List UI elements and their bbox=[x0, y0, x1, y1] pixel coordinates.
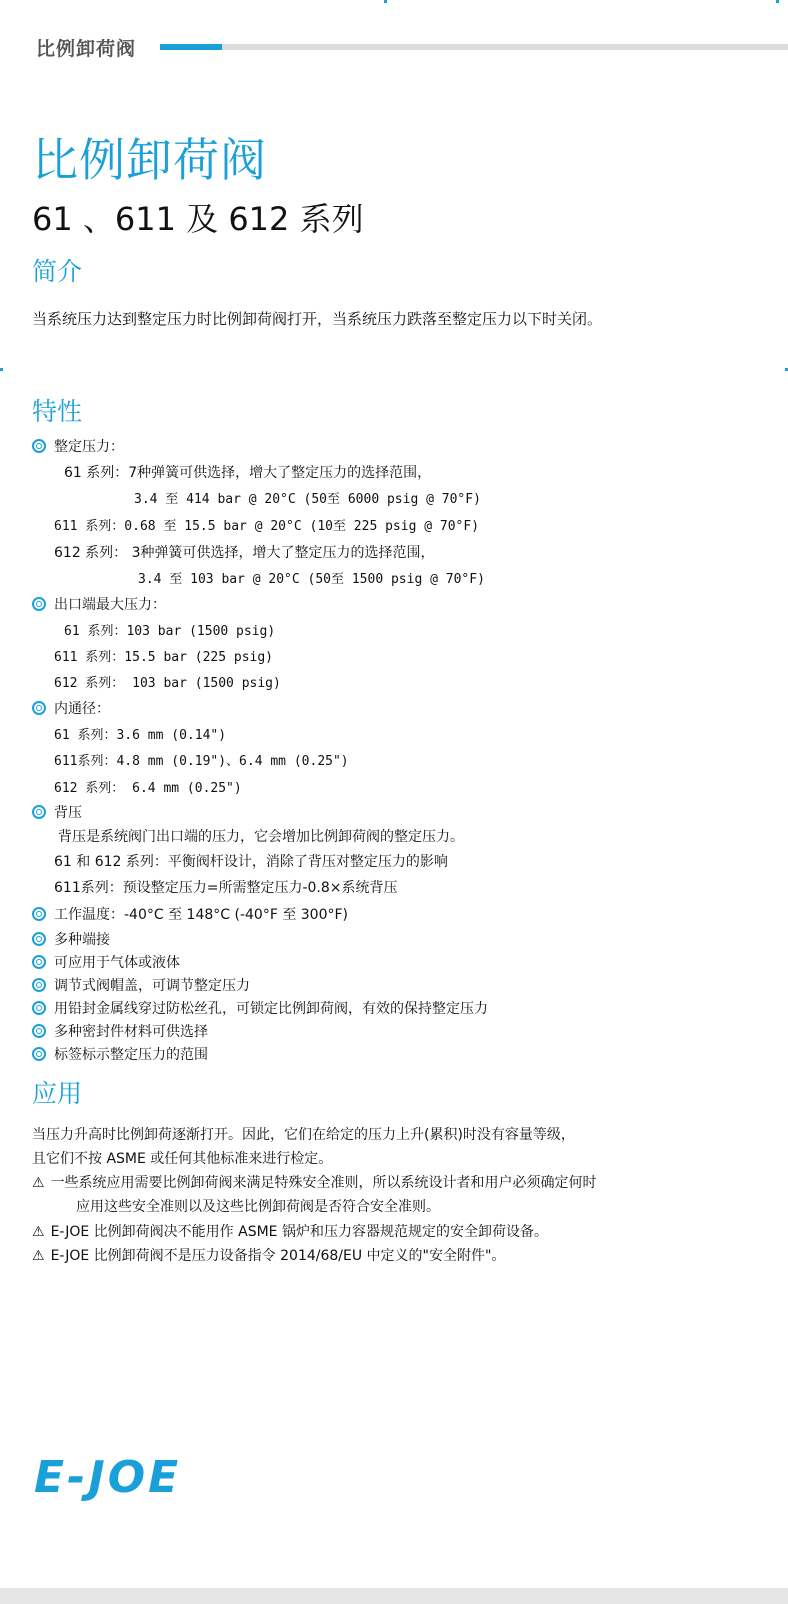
feature-item-text: 可应用于气体或液体 bbox=[54, 955, 180, 971]
section-heading-application: 应用 bbox=[32, 1079, 83, 1108]
edge-marker bbox=[776, 0, 779, 3]
header-divider bbox=[222, 44, 788, 50]
feature-back-pressure bbox=[32, 802, 82, 822]
page-subtitle: 61 、611 及 612 系列 bbox=[32, 200, 364, 238]
intro-text: 当系统压力达到整定压力时比例卸荷阀打开，当系统压力跌落至整定压力以下时关闭。 bbox=[32, 310, 603, 328]
feature-item-text: 用铅封金属线穿过防松丝孔，可锁定比例卸荷阀，有效的保持整定压力 bbox=[54, 1001, 488, 1017]
edge-marker bbox=[0, 368, 3, 371]
feature-item-text: 调节式阀帽盖，可调节整定压力 bbox=[54, 978, 250, 994]
bullet-circle-icon bbox=[32, 932, 46, 946]
section-heading-intro: 简介 bbox=[32, 257, 83, 286]
brand-logo: E-JOE bbox=[34, 1452, 182, 1503]
footer-bar bbox=[0, 1588, 788, 1604]
warning-icon: ⚠ bbox=[32, 1224, 45, 1240]
bullet-circle-icon bbox=[32, 1047, 46, 1061]
bullet-circle-icon bbox=[32, 955, 46, 969]
bullet-circle-icon bbox=[32, 597, 46, 611]
feature-outlet-max bbox=[32, 594, 166, 614]
warning-icon: ⚠ bbox=[32, 1175, 45, 1191]
bullet-circle-icon bbox=[32, 907, 46, 921]
application-text: 且它们不按 ASME 或任何其他标准来进行检定。 bbox=[32, 1151, 333, 1167]
spec-line: 61 系列：7种弹簧可供选择，增大了整定压力的选择范围， bbox=[64, 465, 432, 481]
warning-icon: ⚠ bbox=[32, 1248, 45, 1264]
spec-line: 611系列：预设整定压力=所需整定压力-0.8×系统背压 bbox=[54, 880, 398, 896]
spec-line: 背压是系统阀门出口端的压力，它会增加比例卸荷阀的整定压力。 bbox=[58, 829, 464, 845]
feature-label: 内通径： bbox=[54, 701, 110, 717]
edge-marker bbox=[384, 0, 387, 3]
warning-text: 应用这些安全准则以及这些比例卸荷阀是否符合安全准则。 bbox=[76, 1199, 440, 1215]
feature-set-pressure bbox=[32, 436, 124, 456]
bullet-circle-icon bbox=[32, 805, 46, 819]
warning-item bbox=[32, 1221, 548, 1241]
bullet-circle-icon bbox=[32, 978, 46, 992]
spec-line: 61 系列：103 bar (1500 psig) bbox=[64, 624, 276, 639]
spec-line: 61 和 612 系列：平衡阀杆设计，消除了背压对整定压力的影响 bbox=[54, 854, 448, 870]
header-label: 比例卸荷阀 bbox=[36, 38, 137, 60]
section-heading-features: 特性 bbox=[32, 397, 83, 426]
warning-text: 一些系统应用需要比例卸荷阀来满足特殊安全准则，所以系统设计者和用户必须确定何时 bbox=[50, 1175, 597, 1191]
spec-line: 3.4 至 414 bar @ 20°C (50至 6000 psig @ 70°F) bbox=[134, 492, 481, 507]
header-accent-bar bbox=[160, 44, 222, 50]
feature-item bbox=[32, 1021, 208, 1041]
feature-item bbox=[32, 952, 180, 972]
feature-bore bbox=[32, 698, 110, 718]
page-title: 比例卸荷阀 bbox=[32, 133, 267, 187]
feature-item bbox=[32, 1044, 208, 1064]
feature-item-text: 工作温度：-40°C 至 148°C (-40°F 至 300°F) bbox=[54, 907, 349, 923]
application-text: 当压力升高时比例卸荷逐渐打开。因此，它们在给定的压力上升(累积)时没有容量等级， bbox=[32, 1127, 575, 1143]
feature-label: 整定压力： bbox=[54, 439, 124, 455]
warning-text: E-JOE 比例卸荷阀决不能用作 ASME 锅炉和压力容器规范规定的安全卸荷设备。 bbox=[50, 1224, 548, 1240]
spec-line: 611 系列：15.5 bar (225 psig) bbox=[54, 650, 274, 665]
warning-text: E-JOE 比例卸荷阀不是压力设备指令 2014/68/EU 中定义的"安全附件"。 bbox=[50, 1248, 506, 1264]
feature-item bbox=[32, 929, 110, 949]
spec-line: 612 系列： 3种弹簧可供选择，增大了整定压力的选择范围， bbox=[54, 545, 435, 561]
warning-item bbox=[32, 1245, 505, 1265]
spec-line: 611系列：4.8 mm (0.19")、6.4 mm (0.25") bbox=[54, 754, 349, 769]
spec-line: 61 系列：3.6 mm (0.14") bbox=[54, 728, 227, 743]
feature-item bbox=[32, 904, 348, 924]
bullet-circle-icon bbox=[32, 1001, 46, 1015]
spec-line: 612 系列： 103 bar (1500 psig) bbox=[54, 676, 281, 691]
feature-label: 出口端最大压力： bbox=[54, 597, 166, 613]
feature-item bbox=[32, 975, 250, 995]
bullet-circle-icon bbox=[32, 701, 46, 715]
spec-line: 611 系列：0.68 至 15.5 bar @ 20°C (10至 225 psig @ 70°F) bbox=[54, 519, 480, 534]
spec-line: 3.4 至 103 bar @ 20°C (50至 1500 psig @ 70°F) bbox=[138, 572, 485, 587]
feature-item-text: 多种密封件材料可供选择 bbox=[54, 1024, 208, 1040]
bullet-circle-icon bbox=[32, 439, 46, 453]
feature-item-text: 多种端接 bbox=[54, 932, 110, 948]
feature-item-text: 标签标示整定压力的范围 bbox=[54, 1047, 208, 1063]
spec-line: 612 系列： 6.4 mm (0.25") bbox=[54, 781, 242, 796]
warning-item bbox=[32, 1172, 597, 1192]
bullet-circle-icon bbox=[32, 1024, 46, 1038]
feature-label: 背压 bbox=[54, 805, 82, 821]
feature-item bbox=[32, 998, 488, 1018]
